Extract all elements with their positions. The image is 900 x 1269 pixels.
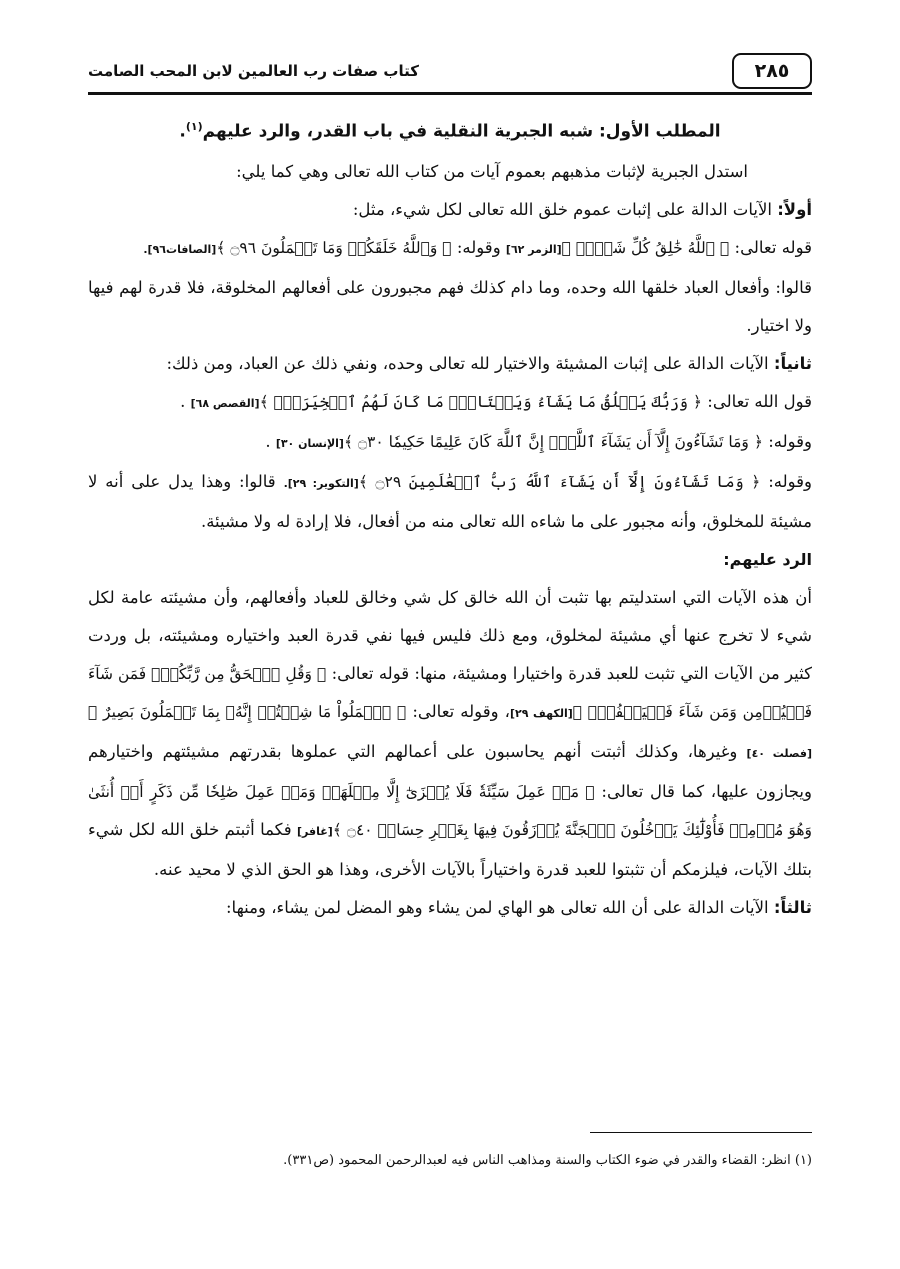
point-second-text: الآيات الدالة على إثبات المشيئة والاختيار لله تعالى وحده، ونفي ذلك عن العباد، ومن ذلك: bbox=[166, 353, 769, 373]
rebuttal-text-4: فكما أثبتم خلق الله لكل شيء بتلك الآيات، فيلزمكم أن تثبتوا للعبد قدرة واختياراً بالآيات الأخرى، وهذا هو الحق الذي لا محيد عنه. bbox=[88, 819, 812, 879]
rebuttal-text-1: أن هذه الآيات التي استدليتم بها تثبت أن الله خالق كل شي وخالق للعباد وأفعالهم، وأن مشيئته عامة لكل شيء لا تخرج عنها أي مشيئة لمخلوق، ومع ذلك فليس فيها نفي قدرة العبد واختياره ومشيئته، بل وردت كثير من الآيات التي تثبت للعبد قدرة واختيارا ومشيئة، منها: قوله تعالى: bbox=[88, 587, 812, 683]
verses-prefix: قوله تعالى: bbox=[734, 237, 812, 257]
verse-reference: [الكهف ٢٩] bbox=[509, 706, 573, 720]
section-heading bbox=[88, 108, 812, 151]
point-first-argument: قالوا: وأفعال العباد خلقها الله وحده، وما دام كذلك فهم مجبورون على أفعالهم المخلوقة، فلا قدرة لهم فيها ولا اختيار. bbox=[88, 277, 812, 335]
quran-verse: ﴿ وَرَبُّكَ يَخۡلُقُ مَا يَشَآءُ وَيَخۡتَارُۗ مَا كَانَ لَهُمُ ٱلۡخِيَرَةُۚ ﴾ bbox=[259, 392, 703, 411]
page-header bbox=[88, 52, 812, 90]
point-third bbox=[88, 889, 812, 927]
rebuttal-title: الرد عليهم: bbox=[723, 549, 812, 569]
footnote-marker: (١) bbox=[185, 120, 203, 133]
verses-prefix: وقوله: bbox=[768, 471, 813, 491]
verse-reference: [فصلت ٤٠] bbox=[746, 746, 812, 760]
verse-reference: [الإنسان ٣٠] bbox=[275, 436, 344, 450]
verse-end: . bbox=[265, 431, 271, 451]
point-second-argument: قالوا: وهذا يدل على أنه لا مشيئة للمخلوق، وأنه مجبور على ما شاءه الله تعالى منه من أفعال، فلا إرادة له ولا مشيئة. bbox=[88, 471, 812, 531]
footnote: (١) انظر: القضاء والقدر في ضوء الكتاب والسنة ومذاهب الناس فيه لعبدالرحمن المحمود (ص٣٣١). bbox=[283, 1153, 812, 1168]
verses-prefix: قول الله تعالى: bbox=[707, 391, 812, 411]
point-second-verse-3 bbox=[88, 463, 812, 541]
verses-prefix: وقوله: bbox=[768, 431, 812, 451]
main-text bbox=[88, 108, 812, 927]
point-first-verses bbox=[88, 229, 812, 269]
quran-verse: ﴿ وَقُلِ ٱلۡحَقُّ مِن رَّبِّكُمۡۖ فَمَن شَآءَ فَلۡيُؤۡمِن وَمَن شَآءَ فَلۡيَكۡفُرۡۚ ﴾ bbox=[88, 664, 812, 721]
quran-verse: ﴿ ٱللَّهُ خَٰلِقُ كُلِّ شَيۡءٖ ﴾ bbox=[561, 238, 730, 257]
point-third-label: ثالثاً: bbox=[773, 897, 812, 917]
verse-reference: [التكوير: ٢٩]. bbox=[283, 476, 359, 490]
verse-reference: [القصص ٦٨] bbox=[190, 396, 260, 410]
section-heading-end: . bbox=[179, 121, 186, 142]
rebuttal-text-2: ، وقوله تعالى: bbox=[412, 701, 510, 721]
running-title: كتاب صفات رب العالمين لابن المحب الصامت bbox=[88, 62, 419, 80]
point-second bbox=[88, 345, 812, 383]
verses-connector: وقوله: bbox=[456, 237, 501, 257]
point-first-label: أولاً: bbox=[777, 199, 812, 219]
quran-verse: ﴿ وَمَا تَشَآءُونَ إِلَّآ أَن يَشَآءَ ٱللَّهُۚ إِنَّ ٱللَّهَ كَانَ عَلِيمًا حَكِيمٗا ۝٣٠ ﴾ bbox=[343, 432, 763, 451]
quran-verse: ﴿ وَمَا تَشَآءُونَ إِلَّآ أَن يَشَآءَ ٱللَّهُ رَبُّ ٱلۡعَٰلَمِينَ ۝٢٩ ﴾ bbox=[358, 472, 761, 491]
header-rule bbox=[88, 92, 812, 95]
point-first bbox=[88, 191, 812, 229]
point-second-verse-1 bbox=[88, 383, 812, 423]
quran-verse: ﴿ ٱعۡمَلُواْ مَا شِئۡتُمۡ إِنَّهُۥ بِمَا تَعۡمَلُونَ بَصِيرٌ ﴾ bbox=[88, 702, 407, 721]
quran-verse: ﴿ مَنۡ عَمِلَ سَيِّئَةٗ فَلَا يُجۡزَىٰٓ إِلَّا مِثۡلَهَاۖ وَمَنۡ عَمِلَ صَٰلِحٗا مِّن ذَكَرٍ أَوۡ أُنثَىٰ وَهُوَ مُؤۡمِنٞ فَأُوْلَٰٓئِكَ يَدۡخُلُونَ ٱلۡجَنَّةَ يُرۡزَقُونَ فِيهَا بِغَيۡرِ حِسَابٖ ۝٤٠ ﴾ bbox=[88, 782, 813, 839]
footnote-rule bbox=[590, 1132, 812, 1133]
verse-reference: [الزمر ٦٢] bbox=[505, 242, 562, 256]
verse-reference: [الصافات٩٦]. bbox=[143, 242, 217, 256]
intro-paragraph: استدل الجبرية لإثبات مذهبهم بعموم آيات من كتاب الله تعالى وهي كما يلي: bbox=[236, 161, 748, 181]
point-third-text: الآيات الدالة على أن الله تعالى هو الهاي لمن يشاء وهو المضل لمن يشاء، ومنها: bbox=[225, 897, 769, 917]
page-number: ٢٨٥ bbox=[732, 53, 812, 89]
point-second-verse-2 bbox=[88, 423, 812, 463]
quran-verse: ﴿ وَٱللَّهُ خَلَقَكُمۡ وَمَا تَعۡمَلُونَ ۝٩٦ ﴾ bbox=[216, 238, 452, 257]
point-second-label: ثانياً: bbox=[773, 353, 812, 373]
rebuttal-text-3: وغيرها، وكذلك أثبتت أنهم يحاسبون على أعمالهم التي عملوها بقدرتهم مشيئتهم واختيارهم ويجازون عليها، كما قال تعالى: bbox=[88, 741, 812, 801]
point-first-text: الآيات الدالة على إثبات عموم خلق الله تعالى لكل شيء، مثل: bbox=[352, 199, 772, 219]
rebuttal-paragraph bbox=[88, 579, 812, 889]
verse-end: . bbox=[180, 391, 186, 411]
verse-reference: [غافر] bbox=[297, 824, 333, 838]
section-heading-text: المطلب الأول: شبه الجبرية النقلية في باب القدر، والرد عليهم bbox=[202, 121, 721, 142]
